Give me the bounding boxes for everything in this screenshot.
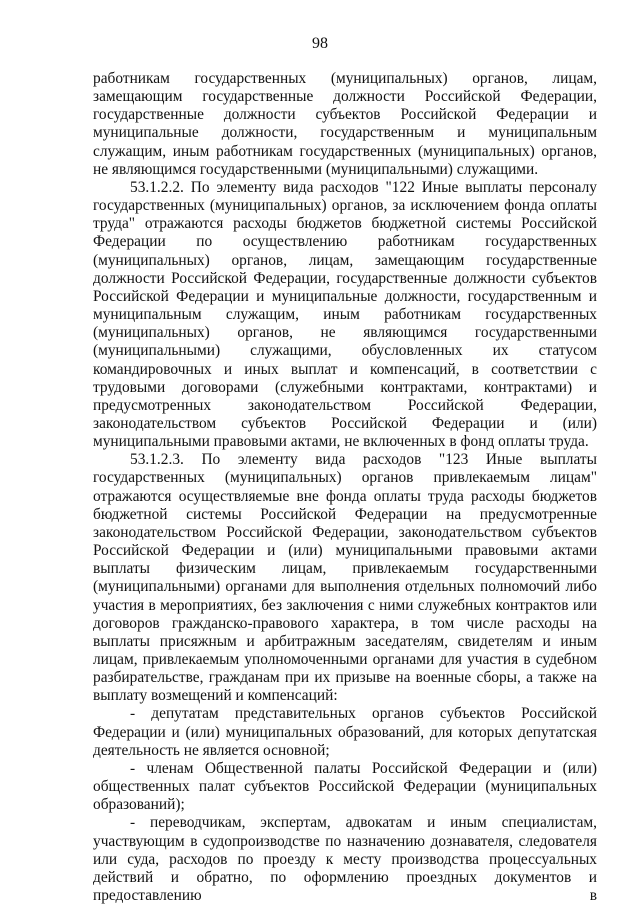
list-item-public-chamber: - членам Общественной палаты Российской Федерации и (или) общественных палат субъектов Российской Федерации (муниципальных образований); [93, 759, 597, 814]
list-item-deputies: - депутатам представительных органов субъектов Российской Федерации и (или) муниципальных образований, для которых депутатская деятельность не является основной; [93, 705, 597, 759]
list-item-translators: - переводчикам, экспертам, адвокатам и иным специалистам, участвующим в судопроизводстве по назначению дознавателя, следователя или суда, расходов по проезду к месту производства процессуальных действий и обратно, по оформлению проездных документов и предоставлению в [93, 814, 597, 905]
paragraph-continuation: работникам государственных (муниципальных) органов, лицам, замещающим государственные должности Российской Федерации, государственные должности субъектов Российской Федерации и муниципальные должности, государственным и муниципальным служащим, иным работникам государственных (муниципальных) органов, не являющимся государственными (муниципальными) служащими. [93, 70, 597, 178]
page-number: 98 [312, 35, 328, 52]
document-body [93, 70, 597, 905]
paragraph-53-1-2-3: 53.1.2.3. По элементу вида расходов "123 Иные выплаты государственных (муниципальных) органов привлекаемым лицам" отражаются осуществляемые вне фонда оплаты труда расходы бюджетов бюджетной системы Российской Федерации на предусмотренные законодательством Российской Федерации, законодательством субъектов Российской Федерации и (или) муниципальными правовыми актами выплаты физическим лицам, привлекаемым государственными (муниципальными) органами для выполнения отдельных полномочий либо участия в мероприятиях, без заключения с ними служебных контрактов или договоров гражданско-правового характера, в том числе расходы на выплаты присяжным и арбитражным заседателям, свидетелям и иным лицам, привлекаемым уполномоченными органами для участия в судебном разбирательстве, гражданам при их призыве на военные сборы, а также на выплату возмещений и компенсаций: [93, 451, 597, 705]
paragraph-53-1-2-2: 53.1.2.2. По элементу вида расходов "122 Иные выплаты персоналу государственных (муниципальных) органов, за исключением фонда оплаты труда" отражаются расходы бюджетов бюджетной системы Российской Федерации по осуществлению работникам государственных (муниципальных) органов, лицам, замещающим государственные должности Российской Федерации, государственные должности субъектов Российской Федерации и муниципальные должности, государственным и муниципальным служащим, иным работникам государственных (муниципальных) органов, не являющимся государственными (муниципальными) служащими, обусловленных их статусом командировочных и иных выплат и компенсаций, в соответствии с трудовыми договорами (служебными контрактами, контрактами) и предусмотренных законодательством Российской Федерации, законодательством субъектов Российской Федерации и (или) муниципальными правовыми актами, не включенных в фонд оплаты труда. [93, 178, 597, 451]
